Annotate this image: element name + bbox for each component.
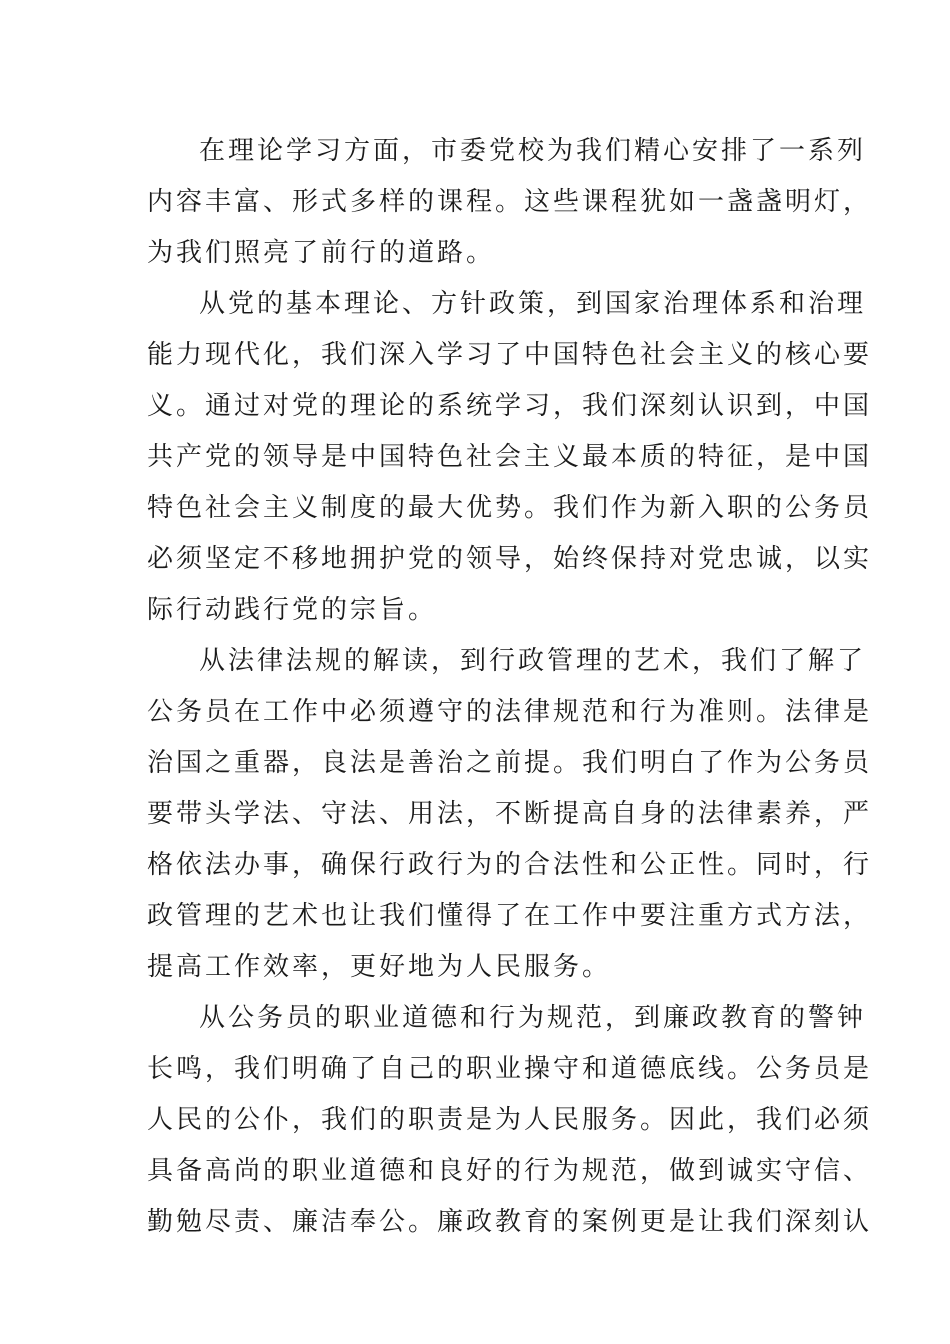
text-line: 长鸣，我们明确了自己的职业操守和道德底线。公务员是 <box>147 1054 873 1084</box>
text-line: 必须坚定不移地拥护党的领导，始终保持对党忠诚，以实 <box>147 544 873 574</box>
text-line: 提高工作效率，更好地为人民服务。 <box>147 952 612 982</box>
text-line: 政管理的艺术也让我们懂得了在工作中要注重方式方法， <box>147 901 873 931</box>
text-line: 公务员在工作中必须遵守的法律规范和行为准则。法律是 <box>147 697 873 727</box>
text-line: 义。通过对党的理论的系统学习，我们深刻认识到，中国 <box>147 391 873 421</box>
text-line: 人民的公仆，我们的职责是为人民服务。因此，我们必须 <box>147 1105 873 1135</box>
text-line: 为我们照亮了前行的道路。 <box>147 238 496 268</box>
text-line: 际行动践行党的宗旨。 <box>147 595 438 625</box>
text-line: 具备高尚的职业道德和良好的行为规范，做到诚实守信、 <box>147 1156 873 1186</box>
paragraph-1 <box>147 126 873 279</box>
text-line: 共产党的领导是中国特色社会主义最本质的特征，是中国 <box>147 442 873 472</box>
text-line: 勤勉尽责、廉洁奉公。廉政教育的案例更是让我们深刻认 <box>147 1207 873 1237</box>
text-line: 在理论学习方面，市委党校为我们精心安排了一系列 <box>199 136 867 166</box>
paragraph-3 <box>147 636 873 993</box>
text-line: 内容丰富、形式多样的课程。这些课程犹如一盏盏明灯， <box>147 187 873 217</box>
text-line: 从法律法规的解读，到行政管理的艺术，我们了解了 <box>199 646 867 676</box>
text-line: 治国之重器，良法是善治之前提。我们明白了作为公务员 <box>147 748 873 778</box>
document-body <box>147 126 873 1248</box>
text-line: 特色社会主义制度的最大优势。我们作为新入职的公务员 <box>147 493 873 523</box>
text-line: 从党的基本理论、方针政策，到国家治理体系和治理 <box>199 289 867 319</box>
text-line: 能力现代化，我们深入学习了中国特色社会主义的核心要 <box>147 340 873 370</box>
paragraph-2 <box>147 279 873 636</box>
text-line: 从公务员的职业道德和行为规范，到廉政教育的警钟 <box>199 1003 867 1033</box>
paragraph-4 <box>147 993 873 1248</box>
text-line: 要带头学法、守法、用法，不断提高自身的法律素养，严 <box>147 799 873 829</box>
text-line: 格依法办事，确保行政行为的合法性和公正性。同时，行 <box>147 850 873 880</box>
